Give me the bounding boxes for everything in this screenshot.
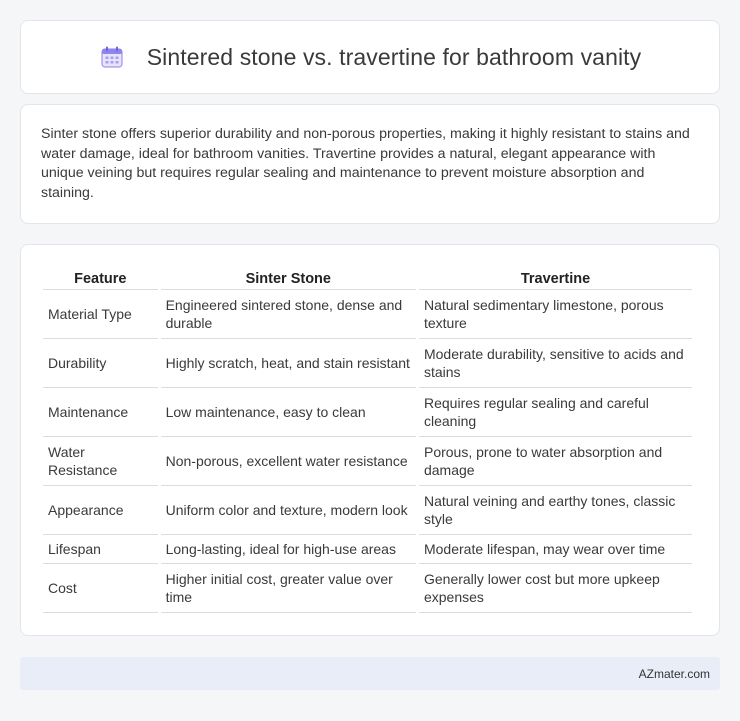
table-row xyxy=(43,339,692,388)
header-feature: Feature xyxy=(43,265,158,290)
travertine-cell: Porous, prone to water absorption and damage xyxy=(419,437,692,486)
table-row xyxy=(43,290,692,339)
table-row xyxy=(43,388,692,437)
table-row xyxy=(43,535,692,564)
table-row xyxy=(43,437,692,486)
footer xyxy=(20,657,720,690)
sinter-cell: Long-lasting, ideal for high-use areas xyxy=(161,535,416,564)
travertine-cell: Natural sedimentary limestone, porous texture xyxy=(419,290,692,339)
page-title: Sintered stone vs. travertine for bathroom vanity xyxy=(146,43,642,70)
travertine-cell: Generally lower cost but more upkeep expenses xyxy=(419,564,692,613)
header-sinter-stone: Sinter Stone xyxy=(161,265,416,290)
feature-cell: Lifespan xyxy=(43,535,158,564)
feature-cell: Material Type xyxy=(43,290,158,339)
title-card xyxy=(20,20,720,94)
calendar-icon xyxy=(99,44,125,70)
sinter-cell: Higher initial cost, greater value over time xyxy=(161,564,416,613)
feature-cell: Appearance xyxy=(43,486,158,535)
travertine-cell: Requires regular sealing and careful cleaning xyxy=(419,388,692,437)
sinter-cell: Engineered sintered stone, dense and durable xyxy=(161,290,416,339)
footer-brand: AZmater.com xyxy=(638,666,710,681)
sinter-cell: Non-porous, excellent water resistance xyxy=(161,437,416,486)
comparison-card xyxy=(20,244,720,636)
summary-card xyxy=(20,104,720,224)
sinter-cell: Highly scratch, heat, and stain resistant xyxy=(161,339,416,388)
summary-text: Sinter stone offers superior durability and non-porous properties, making it highly resistant to stains and water damage, ideal for bathroom vanities. Travertine provides a natural, elegant appearance with unique veining but requires regular sealing and maintenance to prevent moisture absorption and staining. xyxy=(41,126,690,201)
table-row xyxy=(43,564,692,613)
sinter-cell: Low maintenance, easy to clean xyxy=(161,388,416,437)
sinter-cell: Uniform color and texture, modern look xyxy=(161,486,416,535)
feature-cell: Water Resistance xyxy=(43,437,158,486)
table-header-row xyxy=(43,265,692,290)
feature-cell: Cost xyxy=(43,564,158,613)
comparison-table xyxy=(40,265,695,613)
feature-cell: Durability xyxy=(43,339,158,388)
travertine-cell: Moderate lifespan, may wear over time xyxy=(419,535,692,564)
travertine-cell: Moderate durability, sensitive to acids and stains xyxy=(419,339,692,388)
feature-cell: Maintenance xyxy=(43,388,158,437)
header-travertine: Travertine xyxy=(419,265,692,290)
travertine-cell: Natural veining and earthy tones, classic style xyxy=(419,486,692,535)
table-row xyxy=(43,486,692,535)
